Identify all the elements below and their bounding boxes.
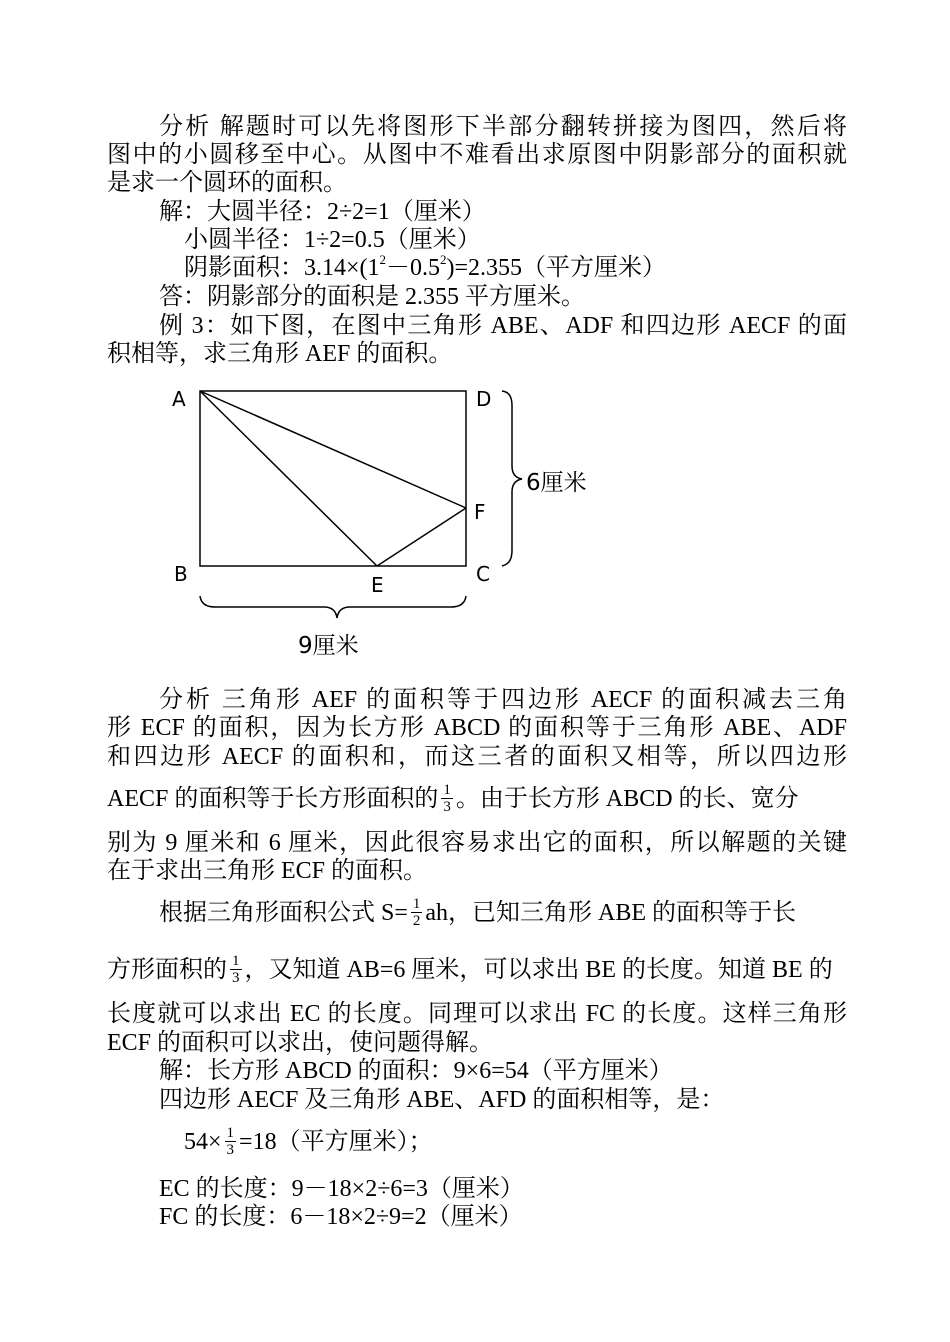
solution-2-line-4: EC 的长度：9－18×2÷6=3（厘米） [159,1176,524,1202]
example-3-line-1: 例 3：如下图，在图中三角形 ABE、ADF 和四边形 AECF 的面 [159,313,847,339]
segment-ae [200,391,377,566]
shadow-area-text-c: )=2.355（平方厘米） [446,255,667,281]
shadow-area-text-b: －0.5 [386,255,441,281]
text-segment: 54× [184,1129,222,1156]
numerator: 1 [226,1125,235,1141]
height-label: 6厘米 [526,470,587,496]
solution-2-line-5: FC 的长度：6－18×2÷9=2（厘米） [159,1204,523,1230]
width-brace [200,596,466,618]
para-analysis-1-line-2: 图中的小圆移至中心。从图中不难看出求原图中阴影部分的面积就 [107,142,847,168]
para-analysis-2-line-4 [107,784,847,817]
para-analysis-2-line-3: 和四边形 AECF 的面积和，而这三者的面积又相等，所以四边形 [107,744,847,770]
solution-2-line-1: 解：长方形 ABCD 的面积：9×6=54（平方厘米） [159,1058,673,1084]
fraction-one-third [230,953,242,986]
height-brace [502,391,522,566]
para-analysis-2-line-5: 别为 9 厘米和 6 厘米，因此很容易求出它的面积，所以解题的关键 [107,830,847,856]
para-analysis-1-line-3: 是求一个圆环的面积。 [107,170,347,196]
example-3-line-2: 积相等，求三角形 AEF 的面积。 [107,341,453,367]
denominator: 3 [443,799,451,815]
label-c: C [476,562,490,586]
label-b: B [174,562,188,586]
label-a: A [172,387,186,411]
para-analysis-2-line-1: 分析 三角形 AEF 的面积等于四边形 AECF 的面积减去三角 [159,687,847,713]
segment-ef [377,508,466,566]
solution-1-line-3 [184,254,924,282]
label-d: D [476,387,492,411]
text-segment: 。由于长方形 ABCD 的长、宽分 [455,786,799,813]
answer-1: 答：阴影部分的面积是 2.355 平方厘米。 [159,284,585,310]
fraction-one-half [411,896,423,929]
solution-1-line-1: 解：大圆半径：2÷2=1（厘米） [159,199,486,225]
text-segment: ，又知道 AB=6 厘米，可以求出 BE 的长度。知道 BE 的 [244,957,833,984]
fraction-one-third [225,1125,237,1158]
rectangle-abcd [200,391,466,566]
exponent-1: 2 [379,252,387,267]
solution-1-line-2: 小圆半径：1÷2=0.5（厘米） [184,227,481,253]
shadow-area-text-a: 阴影面积：3.14×(1 [184,255,380,281]
denominator: 3 [226,1142,235,1158]
solution-2-line-3 [184,1127,924,1160]
numerator: 1 [232,953,240,969]
text-segment: AECF 的面积等于长方形面积的 [107,786,439,813]
exponent-2: 2 [440,252,447,267]
para-formula-line-3: 长度就可以求出 EC 的长度。同理可以求出 FC 的长度。这样三角形 [107,1001,847,1027]
fraction-one-third [441,782,453,815]
para-formula-line-4: ECF 的面积可以求出，使问题得解。 [107,1030,494,1056]
text-segment: =18（平方厘米）； [239,1129,433,1156]
rectangle-figure [160,378,610,668]
denominator: 2 [412,913,421,929]
numerator: 1 [412,896,421,912]
numerator: 1 [443,782,451,798]
para-analysis-1-line-1: 分析 解题时可以先将图形下半部分翻转拼接为图四，然后将 [159,114,847,140]
para-analysis-2-line-6: 在于求出三角形 ECF 的面积。 [107,858,428,884]
para-formula-line-2 [107,955,847,988]
segment-af [200,391,466,508]
width-label: 9厘米 [298,633,359,659]
para-formula-line-1 [159,898,899,931]
para-analysis-2-line-2: 形 ECF 的面积，因为长方形 ABCD 的面积等于三角形 ABE、ADF [107,715,847,741]
text-segment: ah，已知三角形 ABE 的面积等于长 [425,900,797,927]
text-segment: 根据三角形面积公式 S= [159,900,408,927]
label-e: E [371,573,384,597]
denominator: 3 [232,970,240,986]
label-f: F [474,500,486,524]
solution-2-line-2: 四边形 AECF 及三角形 ABE、AFD 的面积相等，是： [159,1087,725,1113]
text-segment: 方形面积的 [107,957,227,984]
